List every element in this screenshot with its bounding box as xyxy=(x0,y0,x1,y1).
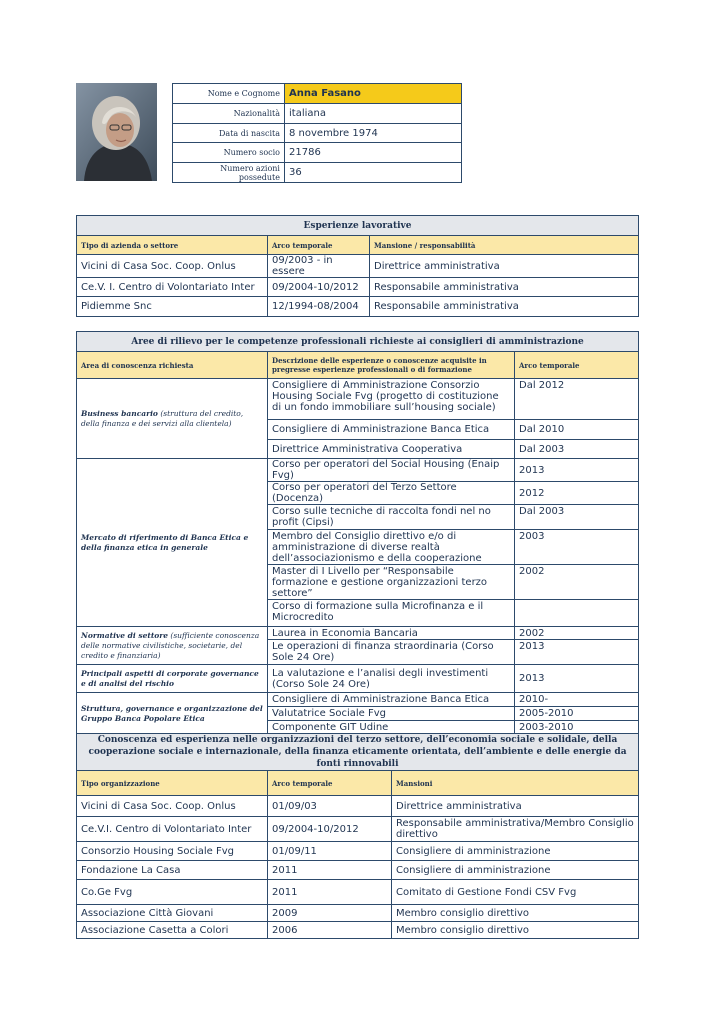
work-experience-table xyxy=(76,215,639,317)
work-sector: Ce.V. I. Centro di Volontariato Inter xyxy=(77,278,268,297)
experience-description: Master di I Livello per “Responsabile formazione e gestione organizzazioni terzo settore” xyxy=(268,565,515,600)
areas-title: Aree di rilievo per le competenze professionali richieste ai consiglieri di amministrazione xyxy=(77,332,639,352)
experience-description: Laurea in Economia Bancaria xyxy=(268,627,515,640)
org-role: Membro consiglio direttivo xyxy=(392,905,639,922)
work-col-sector: Tipo di azienda o settore xyxy=(77,236,268,255)
area-sector-regulations: Normative di settore (sufficiente conoscenza delle normative civilistiche, societarie, del credito e finanziaria) xyxy=(77,627,268,665)
org-role: Comitato di Gestione Fondi CSV Fvg xyxy=(392,880,639,905)
org-role: Direttrice amministrativa xyxy=(392,796,639,817)
experience-period: Dal 2003 xyxy=(515,505,639,530)
org-period: 01/09/03 xyxy=(268,796,392,817)
org-period: 01/09/11 xyxy=(268,842,392,861)
work-col-period: Arco temporale xyxy=(268,236,370,255)
table-row xyxy=(77,796,639,817)
org-name: Vicini di Casa Soc. Coop. Onlus xyxy=(77,796,268,817)
table-row xyxy=(77,297,639,317)
experience-description: Corso di formazione sulla Microfinanza e il Microcredito xyxy=(268,600,515,627)
org-period: 09/2004-10/2012 xyxy=(268,817,392,842)
experience-period: 2002 xyxy=(515,565,639,600)
experience-period: 2005-2010 xyxy=(515,707,639,721)
areas-col-description: Descrizione delle esperienze o conoscenze acquisite in pregresse esperienze professionali o di formazione xyxy=(268,352,515,379)
area-reference-market: Mercato di riferimento di Banca Etica e della finanza etica in generale xyxy=(77,459,268,627)
org-role: Consigliere di amministrazione xyxy=(392,861,639,880)
org-name: Co.Ge Fvg xyxy=(77,880,268,905)
area-business-banking: Business bancario (struttura del credito, della finanza e dei servizi alla clientela) xyxy=(77,379,268,459)
work-role: Responsabile amministrativa xyxy=(370,278,639,297)
experience-period: Dal 2012 xyxy=(515,379,639,420)
work-title: Esperienze lavorative xyxy=(77,216,639,236)
org-period: 2009 xyxy=(268,905,392,922)
work-sector: Pidiemme Snc xyxy=(77,297,268,317)
experience-description: Valutatrice Sociale Fvg xyxy=(268,707,515,721)
work-col-role: Mansione / responsabilità xyxy=(370,236,639,255)
work-period: 12/1994-08/2004 xyxy=(268,297,370,317)
org-role: Membro consiglio direttivo xyxy=(392,922,639,939)
experience-description: La valutazione e l’analisi degli investimenti (Corso Sole 24 Ore) xyxy=(268,665,515,693)
work-period: 09/2004-10/2012 xyxy=(268,278,370,297)
work-role: Direttrice amministrativa xyxy=(370,255,639,278)
value-name: Anna Fasano xyxy=(285,84,462,104)
label-nationality: Nazionalità xyxy=(173,104,285,124)
experience-period xyxy=(515,600,639,627)
competence-areas-table xyxy=(76,331,639,735)
experience-description: Corso per operatori del Social Housing (Enaip Fvg) xyxy=(268,459,515,482)
org-period: 2011 xyxy=(268,861,392,880)
third-sector-col-org: Tipo organizzazione xyxy=(77,771,268,796)
experience-period: 2003-2010 xyxy=(515,721,639,735)
label-name: Nome e Cognome xyxy=(173,84,285,104)
table-row xyxy=(77,922,639,939)
table-row xyxy=(77,278,639,297)
org-name: Fondazione La Casa xyxy=(77,861,268,880)
experience-description: Componente GIT Udine xyxy=(268,721,515,735)
experience-description: Corso sulle tecniche di raccolta fondi nel no profit (Cipsi) xyxy=(268,505,515,530)
work-sector: Vicini di Casa Soc. Coop. Onlus xyxy=(77,255,268,278)
org-name: Associazione Città Giovani xyxy=(77,905,268,922)
value-nationality: italiana xyxy=(285,104,462,124)
value-member-number: 21786 xyxy=(285,143,462,163)
value-shares: 36 xyxy=(285,163,462,183)
experience-description: Consigliere di Amministrazione Banca Etica xyxy=(268,693,515,707)
experience-period: 2013 xyxy=(515,459,639,482)
org-name: Consorzio Housing Sociale Fvg xyxy=(77,842,268,861)
experience-period: 2013 xyxy=(515,640,639,665)
table-row xyxy=(77,817,639,842)
org-name: Ce.V.I. Centro di Volontariato Inter xyxy=(77,817,268,842)
label-member-number: Numero socio xyxy=(173,143,285,163)
third-sector-table xyxy=(76,733,639,939)
org-period: 2006 xyxy=(268,922,392,939)
org-period: 2011 xyxy=(268,880,392,905)
profile-photo xyxy=(76,83,157,181)
profile-table xyxy=(172,83,462,183)
table-row xyxy=(77,905,639,922)
experience-description: Membro del Consiglio direttivo e/o di amministrazione di diverse realtà dell’associazionismo e della cooperazione xyxy=(268,530,515,565)
work-role: Responsabile amministrativa xyxy=(370,297,639,317)
experience-description: Consigliere di Amministrazione Banca Etica xyxy=(268,420,515,440)
table-row xyxy=(77,842,639,861)
third-sector-col-period: Arco temporale xyxy=(268,771,392,796)
org-role: Responsabile amministrativa/Membro Consiglio direttivo xyxy=(392,817,639,842)
third-sector-col-role: Mansioni xyxy=(392,771,639,796)
table-row xyxy=(77,880,639,905)
experience-period: Dal 2010 xyxy=(515,420,639,440)
org-role: Consigliere di amministrazione xyxy=(392,842,639,861)
experience-period: 2012 xyxy=(515,482,639,505)
area-corporate-governance: Principali aspetti di corporate governance e di analisi del rischio xyxy=(77,665,268,693)
areas-col-area: Area di conoscenza richiesta xyxy=(77,352,268,379)
experience-description: Le operazioni di finanza straordinaria (Corso Sole 24 Ore) xyxy=(268,640,515,665)
experience-period: 2013 xyxy=(515,665,639,693)
org-name: Associazione Casetta a Colori xyxy=(77,922,268,939)
experience-period: 2003 xyxy=(515,530,639,565)
experience-description: Corso per operatori del Terzo Settore (Docenza) xyxy=(268,482,515,505)
work-period: 09/2003 - in essere xyxy=(268,255,370,278)
experience-period: 2002 xyxy=(515,627,639,640)
experience-period: Dal 2003 xyxy=(515,440,639,459)
areas-col-period: Arco temporale xyxy=(515,352,639,379)
experience-period: 2010- xyxy=(515,693,639,707)
third-sector-title: Conoscenza ed esperienza nelle organizzazioni del terzo settore, dell’economia sociale e solidale, della cooperazione sociale e internazionale, della finanza eticamente orientata, dell’ambiente e delle energie da fonti rinnovabili xyxy=(77,734,639,771)
experience-description: Consigliere di Amministrazione Consorzio Housing Sociale Fvg (progetto di costituzione di un fondo immobiliare sull’housing sociale) xyxy=(268,379,515,420)
table-row xyxy=(77,255,639,278)
value-birthdate: 8 novembre 1974 xyxy=(285,124,462,143)
label-shares: Numero azioni possedute xyxy=(173,163,285,183)
table-row xyxy=(77,861,639,880)
label-birthdate: Data di nascita xyxy=(173,124,285,143)
experience-description: Direttrice Amministrativa Cooperativa xyxy=(268,440,515,459)
area-group-structure: Struttura, governance e organizzazione del Gruppo Banca Popolare Etica xyxy=(77,693,268,735)
